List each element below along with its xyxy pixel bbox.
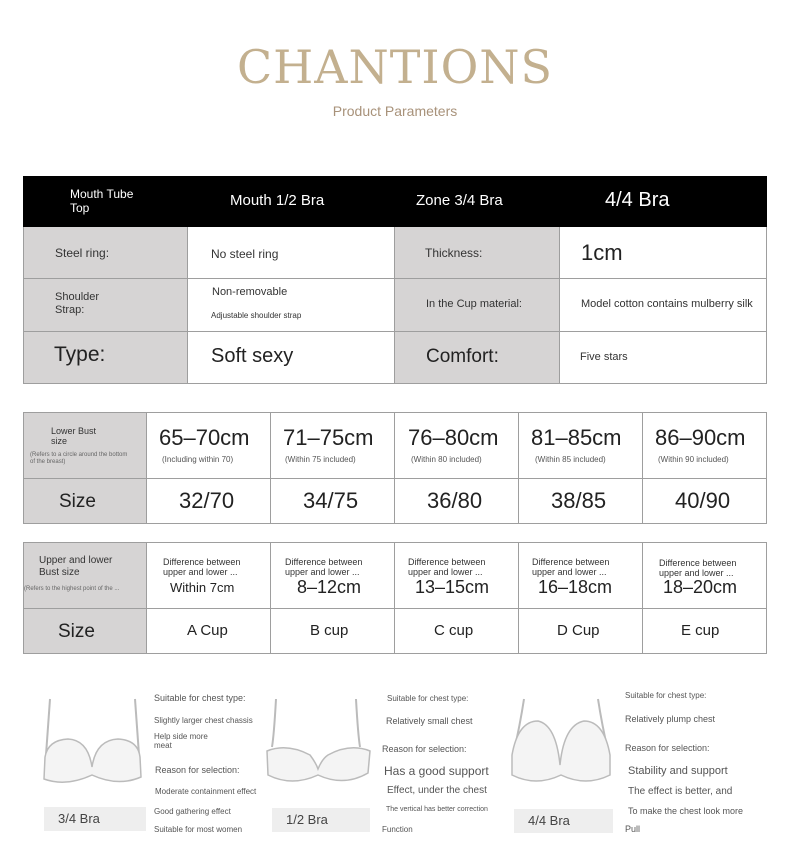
bra2-line-5: Effect, under the chest [387,785,487,796]
header-col3: Zone 3/4 Bra [416,192,503,209]
steel-ring-label: Steel ring: [55,246,110,260]
bra1-line-4: meat [154,741,172,750]
brand-title: CHANTIONS [236,40,554,94]
type-value: Soft sexy [211,345,294,367]
header-col1: Mouth Tube Top [70,187,134,215]
bra1-line-6: Moderate containment effect [155,787,257,796]
type-label: Type: [54,343,106,366]
bra-label-3-4: 3/4 Bra [44,807,146,831]
bra1-line-8: Suitable for most women [154,825,243,834]
cup-range-3: 13–15cm [415,577,490,597]
header-col2: Mouth 1/2 Bra [230,192,325,209]
lower-bust-range-5: 86–90cm [655,425,746,450]
bra1-line-3: Help side more [154,732,208,741]
bra3-line-4: Stability and support [628,765,728,777]
size-label: Size [59,491,96,512]
bra3-line-3: Reason for selection: [625,743,710,753]
cup-4: D Cup [557,622,600,639]
page-subtitle: Product Parameters [332,103,458,119]
shoulder-strap-label: Shoulder Strap: [55,291,100,316]
lower-bust-range-1: 65–70cm [159,425,250,450]
bra1-line-2: Slightly larger chest chassis [154,716,253,725]
thickness-label: Thickness: [425,246,483,260]
diff-text-4: Difference between upper and lower ... [532,557,610,577]
shoulder-strap-value2: Adjustable shoulder strap [211,311,302,320]
comfort-value: Five stars [580,351,628,363]
bra1-line-5: Reason for selection: [155,765,240,775]
cup-range-2: 8–12cm [297,577,362,597]
cup-2: B cup [310,622,349,639]
size-value-2: 34/75 [303,488,359,513]
lower-bust-note-5: (Within 90 included) [658,455,729,464]
cup-1: A Cup [187,622,228,639]
header-col4: 4/4 Bra [605,189,670,211]
cup-size-label: Upper and lower Bust size [39,555,113,578]
lower-bust-note-4: (Within 85 included) [535,455,606,464]
bra3-line-1: Suitable for chest type: [625,691,707,700]
bra2-line-1: Suitable for chest type: [387,694,469,703]
lower-bust-note: (Refers to a circle around the bottom of the breast) [30,452,128,465]
params-header-row [23,176,767,227]
lower-bust-range-2: 71–75cm [283,425,374,450]
size-value-1: 32/70 [179,488,235,513]
diff-text-5: Difference between upper and lower ... [659,558,737,578]
cup-range-5: 18–20cm [663,577,738,597]
cup-material-label: In the Cup material: [426,298,522,310]
diff-text-3: Difference between upper and lower ... [408,557,486,577]
bra3-line-5: The effect is better, and [628,786,733,797]
steel-ring-value: No steel ring [211,247,279,261]
lower-bust-note-1: (Including within 70) [162,455,234,464]
bra1-line-7: Good gathering effect [154,807,231,816]
bra-label-4-4: 4/4 Bra [514,809,613,833]
diff-text-2: Difference between upper and lower ... [285,557,363,577]
cup-3: C cup [434,622,474,639]
size-value-5: 40/90 [675,488,731,513]
lower-bust-note-2: (Within 75 included) [285,455,356,464]
bra2-line-7: Function [382,825,413,834]
cup-material-value: Model cotton contains mulberry silk [581,298,753,310]
comfort-label: Comfort: [426,346,499,367]
size-value-4: 38/85 [551,488,607,513]
bra2-line-2: Relatively small chest [386,716,473,726]
bra-label-1-2: 1/2 Bra [272,808,370,832]
lower-bust-range-3: 76–80cm [408,425,499,450]
bra2-line-6: The vertical has better correction [386,806,488,813]
size-value-3: 36/80 [427,488,483,513]
diff-text-1: Difference between upper and lower ... [163,557,241,577]
cup-size-row-label: Size [58,621,95,642]
bra3-line-6: To make the chest look more [628,806,744,816]
bra-1-2-illustration [262,695,374,790]
shoulder-strap-value1: Non-removable [212,286,288,298]
lower-bust-label: Lower Bust size [51,426,97,446]
lower-bust-note-3: (Within 80 included) [411,455,482,464]
bra-3-4-illustration [40,695,145,790]
cup-range-1: Within 7cm [170,580,235,595]
bra-4-4-illustration [508,695,614,790]
bra1-line-1: Suitable for chest type: [154,693,246,703]
cup-size-note: (Refers to the highest point of the ... [24,586,120,592]
bra3-line-2: Relatively plump chest [625,714,716,724]
cup-range-4: 16–18cm [538,577,613,597]
bra2-line-3: Reason for selection: [382,744,467,754]
bra2-line-4: Has a good support [384,764,489,778]
thickness-value: 1cm [581,240,623,265]
bra3-line-7: Pull [625,824,641,834]
lower-bust-range-4: 81–85cm [531,425,622,450]
cup-5: E cup [681,622,720,639]
